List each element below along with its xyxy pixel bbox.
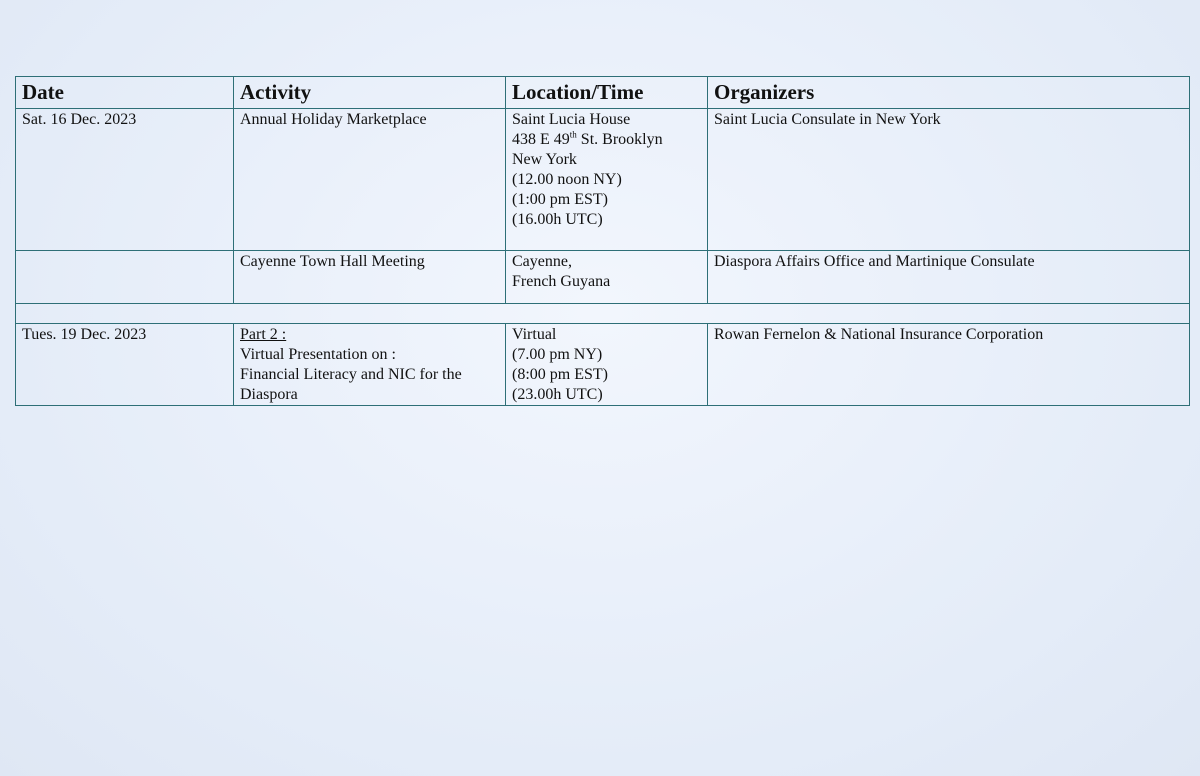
location-line: (16.00h UTC)	[512, 211, 603, 228]
location-line-text: St. Brooklyn	[576, 131, 663, 148]
location-line: Saint Lucia House	[512, 111, 631, 128]
activity-line: Virtual Presentation on :	[240, 346, 396, 363]
location-cell	[506, 109, 708, 251]
spacer-row	[16, 304, 1190, 324]
location-line	[512, 130, 701, 150]
activity-line: Diaspora	[240, 386, 298, 403]
activity-line: Financial Literacy and NIC for the	[240, 366, 462, 383]
location-line: (1:00 pm EST)	[512, 191, 608, 208]
activity-cell: Annual Holiday Marketplace	[234, 109, 506, 251]
location-line: Virtual	[512, 326, 557, 343]
table-row	[16, 324, 1190, 406]
location-line: New York	[512, 151, 577, 168]
location-line: (8:00 pm EST)	[512, 366, 608, 383]
location-line: (23.00h UTC)	[512, 386, 603, 403]
header-location-time: Location/Time	[506, 77, 708, 109]
location-line: French Guyana	[512, 273, 611, 290]
date-cell: Tues. 19 Dec. 2023	[16, 324, 234, 406]
location-line: (7.00 pm NY)	[512, 346, 603, 363]
table-row	[16, 251, 1190, 304]
date-cell: Sat. 16 Dec. 2023	[16, 109, 234, 251]
table-header-row	[16, 77, 1190, 109]
header-organizers: Organizers	[708, 77, 1190, 109]
location-line-text: 438 E 49	[512, 131, 570, 148]
location-cell	[506, 324, 708, 406]
ordinal-suffix: th	[569, 129, 577, 140]
header-date: Date	[16, 77, 234, 109]
spacer-cell	[16, 304, 1190, 324]
activity-cell	[234, 324, 506, 406]
organizers-cell: Rowan Fernelon & National Insurance Corporation	[708, 324, 1190, 406]
header-activity: Activity	[234, 77, 506, 109]
location-line: Cayenne,	[512, 253, 572, 270]
events-schedule-table	[15, 76, 1190, 406]
organizers-cell: Diaspora Affairs Office and Martinique Consulate	[708, 251, 1190, 304]
date-cell	[16, 251, 234, 304]
activity-cell: Cayenne Town Hall Meeting	[234, 251, 506, 304]
location-line: (12.00 noon NY)	[512, 171, 622, 188]
location-cell	[506, 251, 708, 304]
table-row	[16, 109, 1190, 251]
organizers-cell: Saint Lucia Consulate in New York	[708, 109, 1190, 251]
part-label: Part 2 :	[240, 326, 287, 343]
